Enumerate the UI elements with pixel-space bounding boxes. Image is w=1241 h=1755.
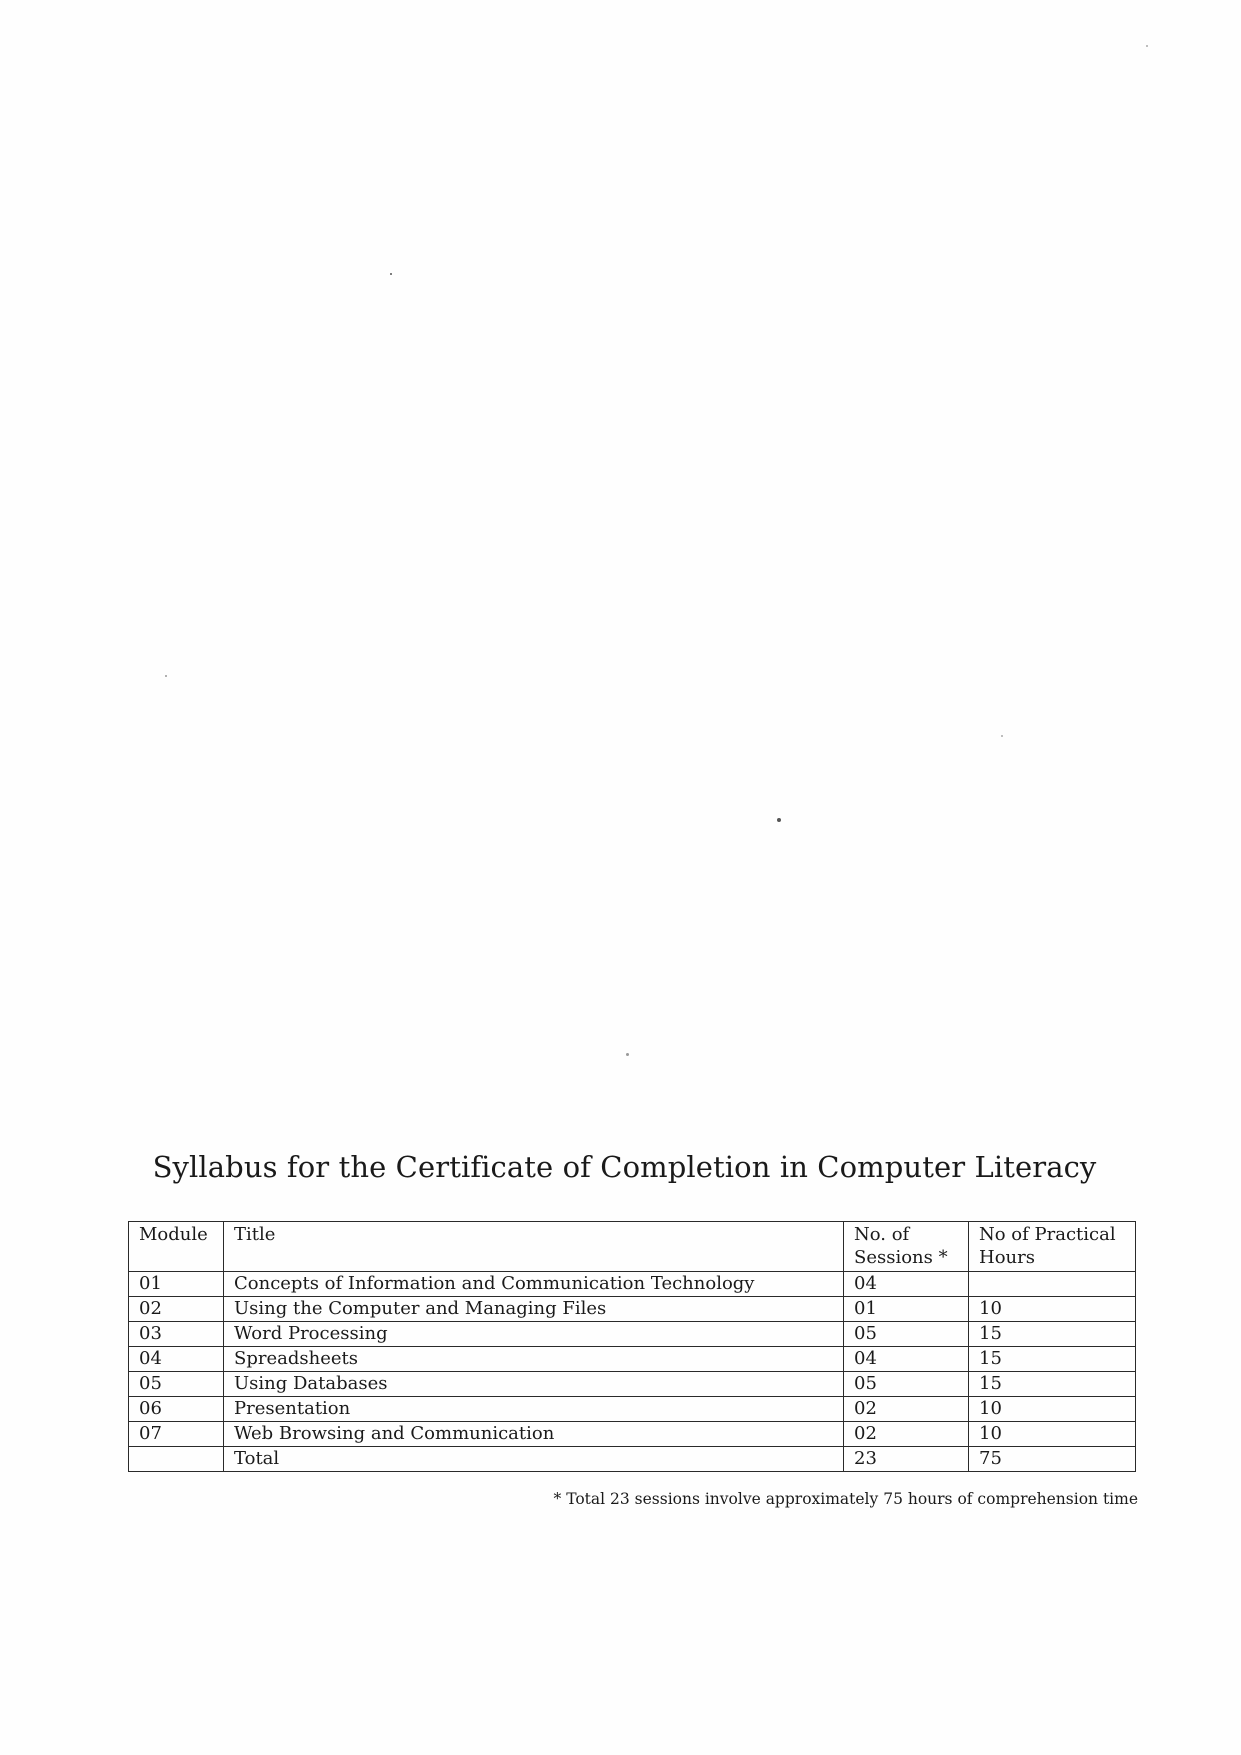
scan-speck bbox=[1146, 45, 1148, 47]
cell-sessions: 05 bbox=[844, 1372, 969, 1397]
total-sessions: 23 bbox=[844, 1447, 969, 1472]
cell-hours: 15 bbox=[969, 1372, 1136, 1397]
cell-title: Word Processing bbox=[224, 1322, 844, 1347]
cell-sessions: 01 bbox=[844, 1297, 969, 1322]
cell-module: 07 bbox=[129, 1422, 224, 1447]
table-row bbox=[129, 1422, 1136, 1447]
cell-sessions: 04 bbox=[844, 1347, 969, 1372]
total-module bbox=[129, 1447, 224, 1472]
cell-title: Presentation bbox=[224, 1397, 844, 1422]
cell-sessions: 02 bbox=[844, 1397, 969, 1422]
table-row bbox=[129, 1272, 1136, 1297]
scan-speck bbox=[165, 675, 167, 677]
cell-title: Concepts of Information and Communication Technology bbox=[224, 1272, 844, 1297]
total-hours: 75 bbox=[969, 1447, 1136, 1472]
table-header bbox=[129, 1222, 1136, 1272]
cell-module: 04 bbox=[129, 1347, 224, 1372]
table-row bbox=[129, 1397, 1136, 1422]
cell-title: Spreadsheets bbox=[224, 1347, 844, 1372]
cell-module: 03 bbox=[129, 1322, 224, 1347]
cell-hours: 15 bbox=[969, 1347, 1136, 1372]
cell-hours: 10 bbox=[969, 1422, 1136, 1447]
table-row bbox=[129, 1372, 1136, 1397]
table-footnote: * Total 23 sessions involve approximately 75 hours of comprehension time bbox=[553, 1490, 1138, 1508]
table-row bbox=[129, 1347, 1136, 1372]
cell-module: 05 bbox=[129, 1372, 224, 1397]
table-row bbox=[129, 1322, 1136, 1347]
cell-hours bbox=[969, 1272, 1136, 1297]
cell-sessions: 02 bbox=[844, 1422, 969, 1447]
cell-module: 06 bbox=[129, 1397, 224, 1422]
scan-speck bbox=[1001, 735, 1003, 737]
document-title: Syllabus for the Certificate of Completion in Computer Literacy bbox=[152, 1150, 1097, 1184]
scan-speck bbox=[626, 1053, 629, 1056]
scan-speck bbox=[777, 818, 781, 822]
header-hours: No of Practical Hours bbox=[969, 1222, 1136, 1272]
cell-title: Using Databases bbox=[224, 1372, 844, 1397]
cell-sessions: 04 bbox=[844, 1272, 969, 1297]
table-body bbox=[129, 1272, 1136, 1472]
header-module: Module bbox=[129, 1222, 224, 1272]
total-label: Total bbox=[224, 1447, 844, 1472]
scan-speck bbox=[390, 273, 392, 275]
cell-hours: 10 bbox=[969, 1297, 1136, 1322]
cell-title: Web Browsing and Communication bbox=[224, 1422, 844, 1447]
table-row bbox=[129, 1297, 1136, 1322]
cell-module: 02 bbox=[129, 1297, 224, 1322]
table-header-row bbox=[129, 1222, 1136, 1272]
cell-sessions: 05 bbox=[844, 1322, 969, 1347]
table-total-row bbox=[129, 1447, 1136, 1472]
header-sessions: No. of Sessions * bbox=[844, 1222, 969, 1272]
cell-hours: 10 bbox=[969, 1397, 1136, 1422]
cell-module: 01 bbox=[129, 1272, 224, 1297]
cell-title: Using the Computer and Managing Files bbox=[224, 1297, 844, 1322]
syllabus-table bbox=[128, 1221, 1136, 1472]
header-title: Title bbox=[224, 1222, 844, 1272]
cell-hours: 15 bbox=[969, 1322, 1136, 1347]
